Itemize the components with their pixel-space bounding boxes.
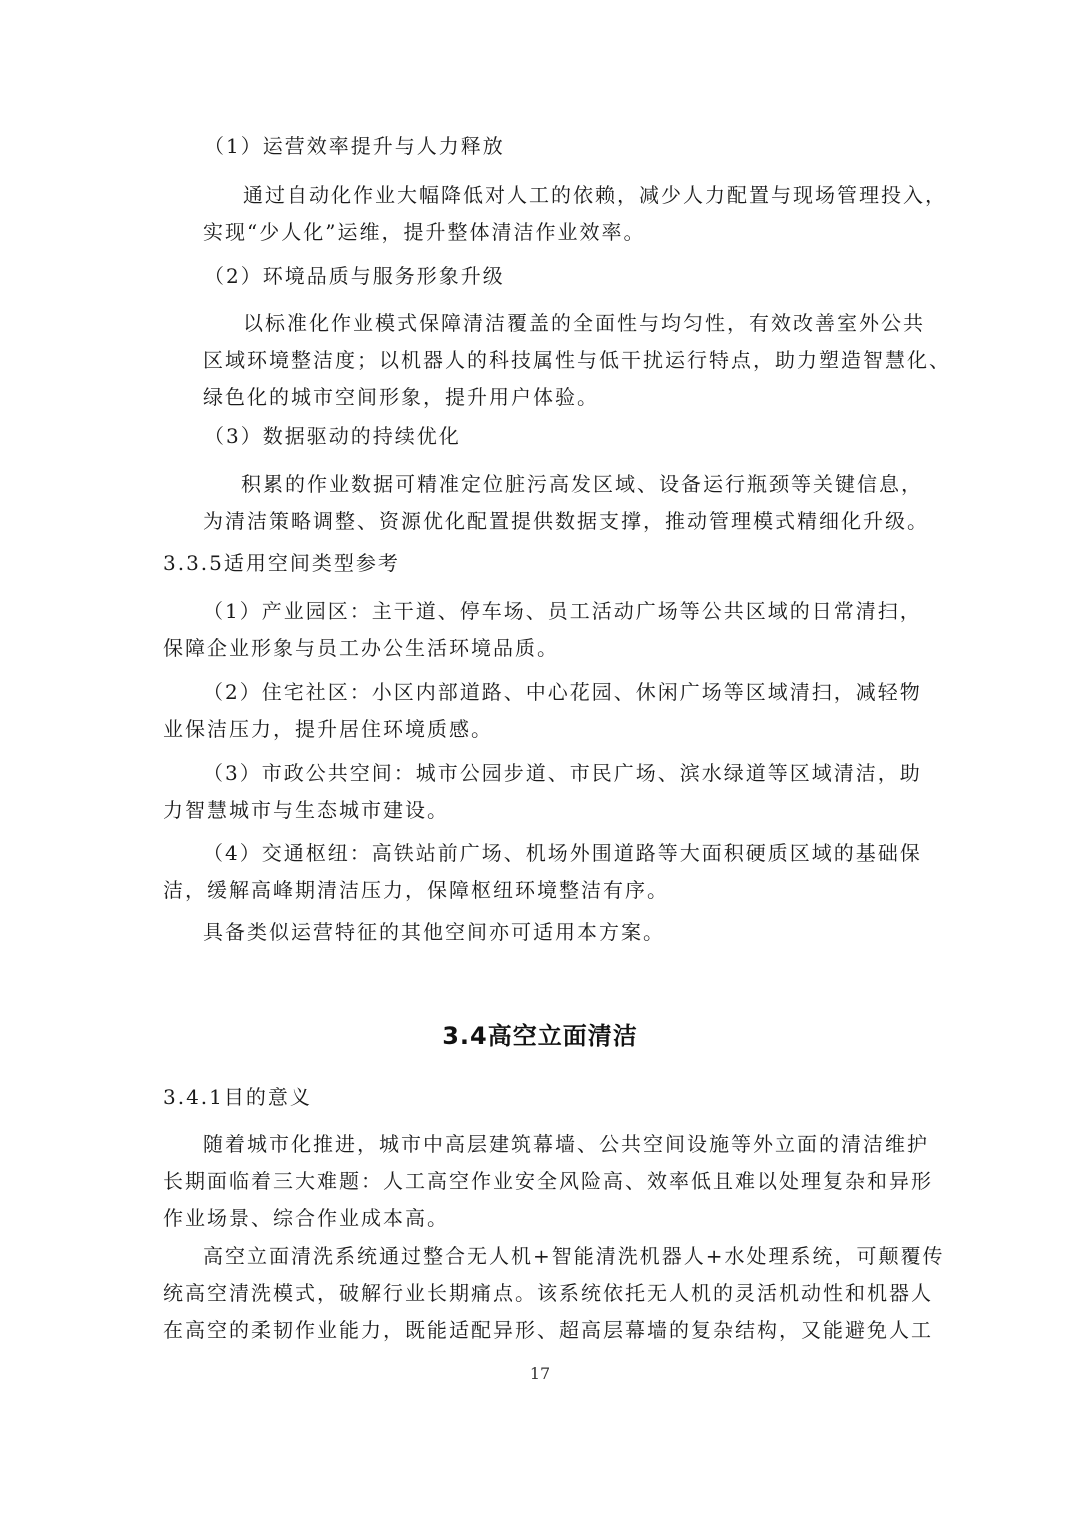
paragraph-line: 随着城市化推进，城市中高层建筑幕墙、公共空间设施等外立面的清洁维护 <box>203 1132 929 1156</box>
paragraph-line: 长期面临着三大难题：人工高空作业安全风险高、效率低且难以处理复杂和异形 <box>163 1169 933 1193</box>
paragraph-line: 区域环境整洁度；以机器人的科技属性与低干扰运行特点，助力塑造智慧化、 <box>203 348 951 372</box>
section-341-heading <box>163 1079 923 1116</box>
paragraph-3 <box>163 466 929 540</box>
section-341-heading-text: 3.4.1目的意义 <box>163 1085 312 1109</box>
paragraph-line: 以标准化作业模式保障清洁覆盖的全面性与均匀性，有效改善室外公共 <box>243 311 925 335</box>
paragraph-line: 高空立面清洗系统通过整合无人机+智能清洗机器人+水处理系统，可颠覆传 <box>203 1244 945 1268</box>
list-item <box>163 593 923 667</box>
section-title: 3.4高空立面清洁 <box>442 1022 638 1050</box>
list-item-line: 业保洁压力，提升居住环境质感。 <box>163 717 493 741</box>
paragraph-5 <box>163 1238 945 1349</box>
paragraph-line: 为清洁策略调整、资源优化配置提供数据支撑，推动管理模式精细化升级。 <box>203 509 929 533</box>
list-item-line: （2）住宅社区：小区内部道路、中心花园、休闲广场等区域清扫，减轻物 <box>203 680 922 704</box>
subheading-2 <box>204 258 964 295</box>
list-item <box>163 755 923 829</box>
paragraph-line: 统高空清洗模式，破解行业长期痛点。该系统依托无人机的灵活机动性和机器人 <box>163 1281 933 1305</box>
list-item-line: （3）市政公共空间：城市公园步道、市民广场、滨水绿道等区域清洁，助 <box>203 761 922 785</box>
subheading-2-text: （2）环境品质与服务形象升级 <box>204 264 505 288</box>
list-item <box>163 835 923 909</box>
closing-note <box>163 914 923 951</box>
page-number: 17 <box>529 1364 551 1383</box>
section-335-heading <box>163 545 923 582</box>
paragraph-2 <box>163 305 951 416</box>
paragraph-line: 通过自动化作业大幅降低对人工的依赖，减少人力配置与现场管理投入， <box>243 183 947 207</box>
paragraph-line: 在高空的柔韧作业能力，既能适配异形、超高层幕墙的复杂结构，又能避免人工 <box>163 1318 933 1342</box>
subheading-1 <box>204 128 964 165</box>
paragraph-4 <box>163 1126 933 1237</box>
list-item-line: 洁，缓解高峰期清洁压力，保障枢纽环境整洁有序。 <box>163 878 669 902</box>
list-item-line: 力智慧城市与生态城市建设。 <box>163 798 449 822</box>
paragraph-line: 实现“少人化”运维，提升整体清洁作业效率。 <box>203 220 646 244</box>
list-item <box>163 674 923 748</box>
paragraph-line: 作业场景、综合作业成本高。 <box>163 1206 449 1230</box>
closing-note-text: 具备类似运营特征的其他空间亦可适用本方案。 <box>203 920 665 944</box>
section-335-heading-text: 3.3.5适用空间类型参考 <box>163 551 400 575</box>
paragraph-line: 绿色化的城市空间形象，提升用户体验。 <box>203 385 599 409</box>
subheading-1-text: （1）运营效率提升与人力释放 <box>204 134 505 158</box>
paragraph-line: 积累的作业数据可精准定位脏污高发区域、设备运行瓶颈等关键信息， <box>241 472 923 496</box>
list-item-line: 保障企业形象与员工办公生活环境品质。 <box>163 636 559 660</box>
subheading-3-text: （3）数据驱动的持续优化 <box>204 424 461 448</box>
list-item-line: （4）交通枢纽：高铁站前广场、机场外围道路等大面积硬质区域的基础保 <box>203 841 922 865</box>
list-item-line: （1）产业园区：主干道、停车场、员工活动广场等公共区域的日常清扫， <box>203 599 922 623</box>
paragraph-1 <box>163 177 947 251</box>
subheading-3 <box>204 418 964 455</box>
